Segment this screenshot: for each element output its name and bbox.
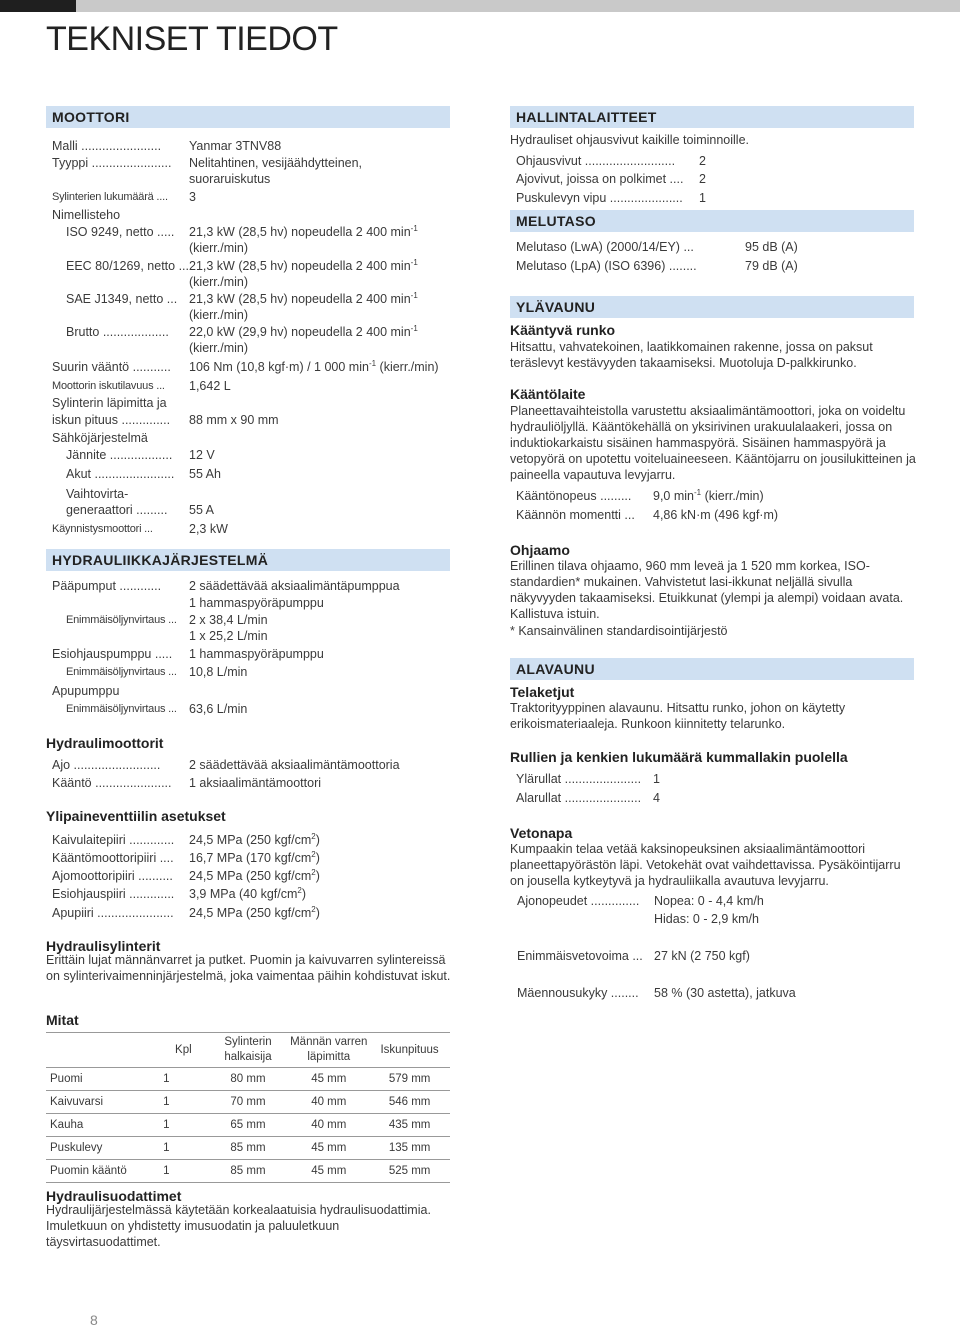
spec-label: Ohjausvivut ..........................: [516, 154, 676, 168]
spec-label: Enimmäisöljynvirtaus ...: [66, 666, 177, 678]
spec-label: Enimmäisöljynvirtaus ...: [66, 614, 177, 626]
spec-label: Akut .......................: [66, 467, 175, 481]
table-header-row: [46, 1033, 450, 1068]
kaantyva-runko-heading: Kääntyvä runko: [510, 322, 616, 338]
top-bar-grey: [76, 0, 960, 12]
telaketjut-text: Traktorityyppinen alavaunu. Hitsattu runko, johon on käytetty erikoismateriaaleja. Runkoon kiinnitetty telarunko.: [510, 701, 846, 731]
ajonopeudet-fast: Nopea: 0 - 4,4 km/h: [654, 894, 764, 908]
hydraulimoottorit-heading: Hydraulimoottorit: [46, 735, 164, 751]
spec-label: Sylinterin läpimitta ja: [52, 396, 167, 410]
spec-value: 1 x 25,2 L/min: [189, 629, 268, 643]
superscript: -1: [410, 290, 418, 300]
table-cell: 579 mm: [369, 1068, 450, 1091]
table-row: [46, 1114, 450, 1137]
table-cell: Puomin kääntö: [46, 1160, 159, 1183]
spec-value: suoraruiskutus: [189, 172, 271, 186]
spec-value: 24,5 MPa (250 kgf/$cm^2$): [189, 904, 320, 920]
table-row: [46, 1091, 450, 1114]
spec-label: Käynnistysmoottori ...: [52, 523, 153, 535]
superscript: 2: [311, 867, 316, 877]
hydraulisuodattimet-heading: Hydraulisuodattimet: [46, 1188, 182, 1204]
spec-value: Yanmar 3TNV88: [189, 139, 282, 153]
table-cell: Puomi: [46, 1068, 159, 1091]
table-row: [46, 1068, 450, 1091]
table-cell: Kaivuvarsi: [46, 1091, 159, 1114]
spec-label: Ajovivut, joissa on polkimet ....: [516, 172, 684, 186]
table-cell: 435 mm: [369, 1114, 450, 1137]
table-cell: Kauha: [46, 1114, 159, 1137]
spec-label: Jännite ..................: [66, 448, 173, 462]
page-title: TEKNISET TIEDOT: [46, 20, 338, 58]
hydraulisylinterit-text: Erittäin lujat männänvarret ja putket. Puomin ja kaivuvarren sylintereissä on sylinterivaimenninjärjestelmä, joka vaimentaa päihin kohdistuvat iskut.: [46, 953, 451, 983]
spec-label: Puskulevyn vipu .....................: [516, 191, 683, 205]
spec-value: 3: [189, 190, 196, 204]
spec-value: 1: [653, 772, 660, 786]
spec-label: Kääntömoottoripiiri ....: [52, 851, 174, 865]
spec-value: 24,5 MPa (250 kgf/$cm^2$): [189, 831, 320, 847]
spec-label: Kaivulaitepiiri .............: [52, 833, 175, 847]
kaantolaite-text: Planeettavaihteistolla varustettu aksiaalimäntämoottori, joka on voideltu hydrauliöljyllä. Kääntökehällä on yksirivinen urakuulalaakeri, jossa on induktiokarkaistu sisäinen hammaspyörä. Sisäinen hammaspyörä ja vetopyörä on upotettu voiteluaineeseen. Kääntöjarru on jousilukitteinen ja paineella vapautuva levyjarru.: [510, 404, 916, 482]
spec-label: Enimmäisöljynvirtaus ...: [66, 703, 177, 715]
superscript: -1: [694, 487, 702, 497]
mitat-table: [46, 1032, 450, 1183]
section-hydrauliikka-heading: HYDRAULIIKKAJÄRJESTELMÄ: [46, 549, 450, 571]
table-cell: 1: [159, 1160, 207, 1183]
table-cell: 70 mm: [208, 1091, 289, 1114]
kaantyva-runko-text: Hitsattu, vahvatekoinen, laatikkomainen rakenne, jossa on paksut teräslevyt kestävyyden takaamiseksi. Muotoluja D-palkkirunko.: [510, 340, 873, 370]
vetovoima-label: Enimmäisvetovoima ...: [517, 949, 643, 963]
spec-label: EEC 80/1269, netto ...: [66, 259, 189, 273]
spec-value: 88 mm x 90 mm: [189, 413, 279, 427]
spec-label: Esiohjauspumppu .....: [52, 647, 173, 661]
spec-label: Ajo .........................: [52, 758, 161, 772]
table-cell: 525 mm: [369, 1160, 450, 1183]
spec-label: generaattori .........: [66, 503, 168, 517]
table-cell: 45 mm: [288, 1068, 369, 1091]
spec-value: 2 säädettävää aksiaalimäntäpumppua: [189, 579, 400, 593]
hydraulisuodattimet-text: Hydraulijärjestelmässä käytetään korkealaatuisia hydraulisuodattimia. Imuletkuun on yhdistetty imusuodatin ja paluuletkuun täysvirtasuodattimet.: [46, 1203, 431, 1249]
superscript: -1: [410, 257, 418, 267]
section-ylavaunu-heading: YLÄVAUNU: [510, 296, 914, 318]
table-cell: 85 mm: [208, 1137, 289, 1160]
spec-value: 4,86 kN·m (496 kgf·m): [653, 508, 779, 522]
spec-value: 1 hammaspyöräpumppu: [189, 596, 324, 610]
ohjaamo-text: Erillinen tilava ohjaamo, 960 mm leveä ja 1 520 mm korkea, ISO-standardien* mukainen. Vahvistetut lasi-ikkunat neljällä sivulla näkyvyyden takaamiseksi. Etuikkunat (ylempi ja alempi) voidaan avata. Kallistuva istuin.: [510, 559, 904, 621]
spec-value: 10,8 L/min: [189, 665, 248, 679]
section-moottori-heading: MOOTTORI: [46, 106, 450, 128]
superscript: -1: [410, 223, 418, 233]
spec-value: 95 dB (A): [745, 240, 798, 254]
spec-value: Nelitahtinen, vesijäähdytteinen,: [189, 156, 363, 170]
spec-value: 22,0 kW (29,9 hv) nopeudella 2 400 $\min^{-1}$: [189, 323, 418, 339]
spec-value: 1,642 L: [189, 379, 231, 393]
table-cell: 1: [159, 1068, 207, 1091]
section-alavaunu-heading: ALAVAUNU: [510, 658, 914, 680]
spec-value: 4: [653, 791, 660, 805]
ohjaamo-note: * Kansainvälinen standardisointijärjestö: [510, 624, 728, 638]
spec-label: Moottorin iskutilavuus ...: [52, 380, 165, 392]
spec-label: Ajomoottoripiiri ..........: [52, 869, 173, 883]
spec-label: Brutto ...................: [66, 325, 169, 339]
vetonapa-heading: Vetonapa: [510, 825, 573, 841]
spec-label: Melutaso (LwA) (2000/14/EY) ...: [516, 240, 694, 254]
spec-value: 9,0 $\min^{-1}$ (kierr./min): [653, 487, 764, 503]
table-row: [46, 1160, 450, 1183]
table-header-cell: Männän varren läpimitta: [288, 1033, 369, 1068]
spec-label: Ylärullat ......................: [516, 772, 642, 786]
spec-label: Suurin vääntö ...........: [52, 360, 171, 374]
hallinta-intro: Hydrauliset ohjausvivut kaikille toiminnoille.: [510, 133, 749, 147]
superscript: -1: [410, 323, 418, 333]
spec-value: 2,3 kW: [189, 522, 228, 536]
spec-label: Sylinterien lukumäärä ....: [52, 191, 168, 203]
spec-value: 55 Ah: [189, 467, 221, 481]
hydraulisylinterit-heading: Hydraulisylinterit: [46, 938, 161, 954]
table-cell: Puskulevy: [46, 1137, 159, 1160]
spec-value: (kierr./min): [189, 275, 249, 289]
spec-label: Apupiiri ......................: [52, 906, 174, 920]
table-cell: 1: [159, 1091, 207, 1114]
spec-label: Nimellisteho: [52, 208, 121, 222]
rullat-heading: Rullien ja kenkien lukumäärä kummallakin puolella: [510, 749, 848, 765]
spec-value: 12 V: [189, 448, 215, 462]
spec-value: 1 hammaspyöräpumppu: [189, 647, 324, 661]
kaantolaite-heading: Kääntölaite: [510, 386, 586, 402]
spec-label: SAE J1349, netto ...: [66, 292, 178, 306]
superscript: 2: [297, 885, 302, 895]
superscript: 2: [311, 904, 316, 914]
spec-label: Pääpumput ............: [52, 579, 162, 593]
spec-label: Käännön momentti ...: [516, 508, 635, 522]
table-header-cell: [46, 1033, 159, 1068]
spec-value: 16,7 MPa (170 kgf/$cm^2$): [189, 849, 320, 865]
spec-value: (kierr./min): [189, 341, 249, 355]
spec-label: ISO 9249, netto .....: [66, 225, 175, 239]
table-header-cell: Sylinterin halkaisija: [208, 1033, 289, 1068]
telaketjut-heading: Telaketjut: [510, 684, 575, 700]
spec-label: Malli .......................: [52, 139, 162, 153]
nousukyky-value: 58 % (30 astetta), jatkuva: [654, 986, 796, 1000]
mitat-heading: Mitat: [46, 1012, 79, 1028]
ajonopeudet-slow: Hidas: 0 - 2,9 km/h: [654, 912, 759, 926]
nousukyky-label: Mäennousukyky ........: [517, 986, 639, 1000]
spec-value: 3,9 MPa (40 kgf/$cm^2$): [189, 885, 306, 901]
superscript: 2: [311, 849, 316, 859]
spec-label: Vaihtovirta-: [66, 487, 129, 501]
spec-label: Esiohjauspiiri .............: [52, 887, 175, 901]
table-cell: 85 mm: [208, 1160, 289, 1183]
table-cell: 65 mm: [208, 1114, 289, 1137]
spec-value: 2 x 38,4 L/min: [189, 613, 268, 627]
spec-label: Kääntö ......................: [52, 776, 172, 790]
table-cell: 45 mm: [288, 1137, 369, 1160]
table-cell: 135 mm: [369, 1137, 450, 1160]
spec-label: Alarullat ......................: [516, 791, 642, 805]
spec-label: iskun pituus ..............: [52, 413, 171, 427]
spec-value: 106 Nm (10,8 kgf·m) / 1 000 $\min^{-1}$ (kierr./min): [189, 358, 439, 374]
top-bar-dark: [0, 0, 76, 12]
table-cell: 40 mm: [288, 1091, 369, 1114]
spec-value: 2 säädettävää aksiaalimäntämoottoria: [189, 758, 400, 772]
spec-value: 21,3 kW (28,5 hv) nopeudella 2 400 $\min^{-1}$: [189, 290, 418, 306]
spec-value: 55 A: [189, 503, 215, 517]
spec-label: Tyyppi .......................: [52, 156, 172, 170]
ohjaamo-heading: Ohjaamo: [510, 542, 570, 558]
spec-value: (kierr./min): [189, 241, 249, 255]
table-cell: 1: [159, 1137, 207, 1160]
spec-label: Sähköjärjestelmä: [52, 431, 148, 445]
spec-value: (kierr./min): [189, 308, 249, 322]
vetovoima-value: 27 kN (2 750 kgf): [654, 949, 750, 963]
vetonapa-text: Kumpaakin telaa vetää kaksinopeuksinen aksiaalimäntämoottori planeettapyörästön läpi. Vetokehät ovat vaihdettavissa. Pysäköintijarru on jousella kytkeytyvä ja hydrauliikalla avautuva levyjarru.: [510, 842, 901, 888]
table-row: [46, 1137, 450, 1160]
spec-value: 24,5 MPa (250 kgf/$cm^2$): [189, 867, 320, 883]
section-hallintalaitteet-heading: HALLINTALAITTEET: [510, 106, 914, 128]
superscript: 2: [311, 831, 316, 841]
spec-value: 1: [699, 191, 706, 205]
spec-value: 21,3 kW (28,5 hv) nopeudella 2 400 $\min^{-1}$: [189, 257, 418, 273]
table-cell: 40 mm: [288, 1114, 369, 1137]
ajonopeudet-label: Ajonopeudet ..............: [517, 894, 640, 908]
table-cell: 546 mm: [369, 1091, 450, 1114]
table-header-cell: Kpl: [159, 1033, 207, 1068]
spec-value: 21,3 kW (28,5 hv) nopeudella 2 400 $\min^{-1}$: [189, 223, 418, 239]
spec-value: 2: [699, 172, 706, 186]
section-melutaso-heading: MELUTASO: [510, 210, 914, 232]
table-cell: 1: [159, 1114, 207, 1137]
spec-value: 63,6 L/min: [189, 702, 248, 716]
spec-value: 2: [699, 154, 706, 168]
superscript: -1: [368, 358, 377, 368]
spec-label: Apupumppu: [52, 684, 120, 698]
table-cell: 80 mm: [208, 1068, 289, 1091]
table-header-cell: Iskunpituus: [369, 1033, 450, 1068]
page-number: 8: [90, 1312, 98, 1328]
spec-label: Kääntönopeus .........: [516, 489, 632, 503]
table-cell: 45 mm: [288, 1160, 369, 1183]
ylipaine-heading: Ylipaineventtiilin asetukset: [46, 808, 226, 824]
spec-value: 79 dB (A): [745, 259, 798, 273]
spec-label: Melutaso (LpA) (ISO 6396) ........: [516, 259, 697, 273]
spec-value: 1 aksiaalimäntämoottori: [189, 776, 322, 790]
